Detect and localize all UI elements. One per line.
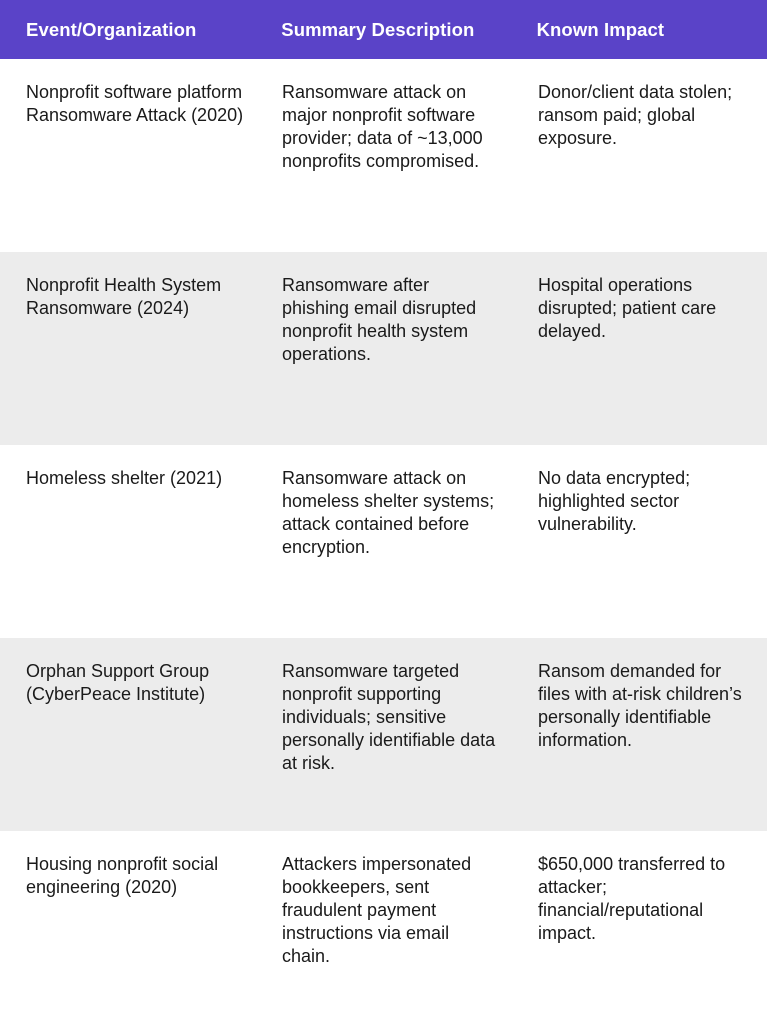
cell-impact: Donor/client data stolen; ransom paid; global exposure. (538, 82, 733, 148)
table-row (0, 831, 767, 1024)
cell-summary: Attackers impersonated bookkeepers, sent fraudulent payment instructions via email chain. (282, 854, 472, 966)
table-header-row (0, 0, 767, 59)
header-event-organization: Event/Organization (26, 18, 197, 40)
cell-event: Housing nonprofit social engineering (2020) (26, 854, 219, 897)
cell-summary: Ransomware attack on homeless shelter systems; attack contained before encryption. (282, 468, 495, 557)
cell-event: Nonprofit Health System Ransomware (2024) (26, 275, 222, 318)
header-known-impact: Known Impact (536, 18, 665, 40)
cell-event: Orphan Support Group (CyberPeace Institute) (26, 661, 210, 704)
cell-event: Homeless shelter (2021) (26, 468, 223, 488)
table-row (0, 445, 767, 638)
cell-impact: Ransom demanded for files with at-risk children’s personally identifiable information. (538, 661, 742, 750)
cell-summary: Ransomware after phishing email disrupted nonprofit health system operations. (282, 275, 477, 364)
cell-event: Nonprofit software platform Ransomware Attack (2020) (26, 82, 244, 125)
header-summary-description: Summary Description (281, 18, 475, 40)
table-row (0, 252, 767, 445)
cell-impact: No data encrypted; highlighted sector vulnerability. (538, 468, 691, 534)
cell-summary: Ransomware targeted nonprofit supporting individuals; sensitive personally identifiable data at risk. (282, 661, 496, 773)
table-row (0, 59, 767, 252)
cell-summary: Ransomware attack on major nonprofit software provider; data of ~13,000 nonprofits compromised. (282, 82, 483, 171)
cell-impact: Hospital operations disrupted; patient care delayed. (538, 275, 717, 341)
cell-impact: $650,000 transferred to attacker; financial/reputational impact. (538, 854, 726, 943)
table-row (0, 638, 767, 831)
